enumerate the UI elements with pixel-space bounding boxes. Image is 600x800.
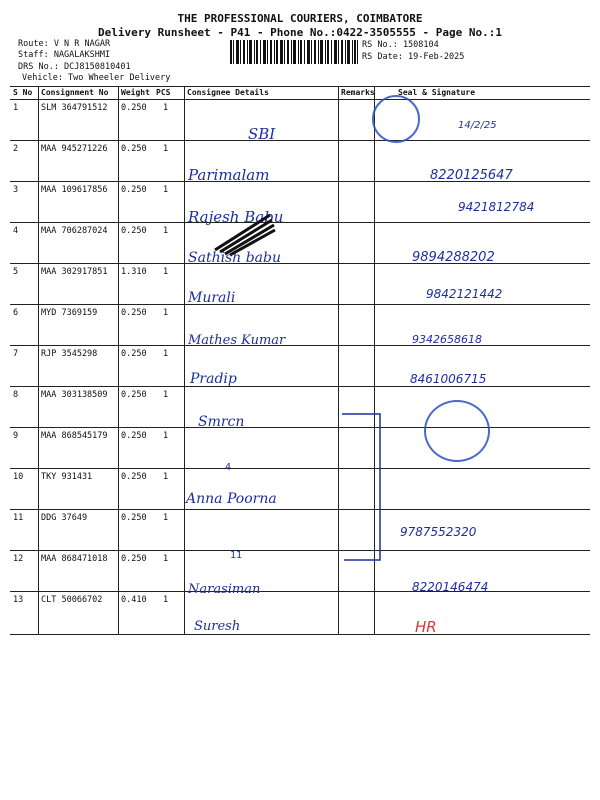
rs-date: RS Date: 19-Feb-2025: [362, 52, 465, 62]
row-pcs: 1: [163, 554, 169, 564]
consignee-handwritten: Rajesh Babu: [188, 208, 284, 226]
runsheet-subtitle: Delivery Runsheet - P41 - Phone No.:0422-3505555 - Page No.:1: [98, 26, 502, 39]
row-sno: 10: [13, 472, 24, 482]
header-consignment: Consignment No: [41, 88, 109, 97]
row-pcs: 1: [163, 595, 169, 605]
row-sno: 4: [13, 226, 19, 236]
row-weight: 1.310: [121, 267, 147, 277]
table-row: [10, 468, 590, 510]
scribble-mark: [210, 210, 280, 260]
table-row: [10, 386, 590, 428]
header-seal: Seal & Signature: [398, 88, 476, 97]
route-label: Route: V N R NAGAR: [18, 39, 111, 49]
row-consignment: MYD 7369159: [41, 308, 98, 318]
row-pcs: 1: [163, 390, 169, 400]
signature-entry: 9787552320: [400, 525, 477, 539]
row-weight: 0.250: [121, 308, 147, 318]
bracket-mark: [340, 412, 396, 562]
row-weight: 0.250: [121, 390, 147, 400]
staff-label: Staff: NAGALAKSHMI: [18, 50, 111, 60]
row-weight: 0.250: [121, 185, 147, 195]
signature-entry: 8461006715: [410, 372, 487, 386]
row-consignment: DDG 37649: [41, 513, 88, 523]
header-weight: Weight: [121, 88, 150, 97]
svg-text:11: 11: [230, 550, 243, 561]
consignee-handwritten: SBI: [248, 125, 276, 143]
signature-entry: 14/2/25: [458, 120, 497, 131]
row-consignment: MAA 303138509: [41, 390, 108, 400]
row-pcs: 1: [163, 349, 169, 359]
row-consignment: MAA 706287024: [41, 226, 108, 236]
header-sno: S No: [13, 88, 33, 97]
rs-number: RS No.: 1508104: [362, 40, 439, 50]
row-sno: 13: [13, 595, 24, 605]
row-pcs: 1: [163, 472, 169, 482]
row-sno: 1: [13, 103, 19, 113]
table-row: [10, 263, 590, 305]
row-weight: 0.250: [121, 472, 147, 482]
consignee-handwritten: Suresh: [194, 619, 241, 634]
consignee-handwritten: Anna Poorna: [186, 491, 277, 507]
company-title: THE PROFESSIONAL COURIERS, COIMBATORE: [177, 12, 423, 25]
barcode-image: [230, 40, 358, 64]
consignee-handwritten: Narasiman: [188, 582, 261, 597]
row-sno: 9: [13, 431, 19, 441]
row-sno: 2: [13, 144, 19, 154]
seal-stamp: [424, 400, 490, 462]
row-consignment: TKY 931431: [41, 472, 93, 482]
row-weight: 0.250: [121, 554, 147, 564]
consignee-handwritten: Smrcn: [198, 414, 245, 430]
table-row: [10, 222, 590, 264]
table-row: [10, 304, 590, 346]
table-row: [10, 99, 590, 141]
row-weight: 0.250: [121, 431, 147, 441]
row-sno: 12: [13, 554, 24, 564]
row-consignment: RJP 3545298: [41, 349, 98, 359]
header-remarks: Remarks: [341, 88, 375, 97]
row-pcs: 1: [163, 226, 169, 236]
row-consignment: MAA 302917851: [41, 267, 108, 277]
row-consignment: CLT 50066702: [41, 595, 103, 605]
table-row: [10, 591, 590, 633]
row-sno: 8: [13, 390, 19, 400]
table-header: [10, 87, 590, 99]
consignee-handwritten: Sathish babu: [188, 250, 281, 266]
row-pcs: 1: [163, 513, 169, 523]
header-pcs: PCS: [156, 88, 171, 97]
row-weight: 0.250: [121, 144, 147, 154]
table-row: [10, 427, 590, 469]
row-sno: 6: [13, 308, 19, 318]
vehicle-label: Vehicle: Two Wheeler Delivery: [22, 73, 171, 83]
row-sno: 3: [13, 185, 19, 195]
row-consignment: MAA 945271226: [41, 144, 108, 154]
signature-entry: 9894288202: [412, 250, 495, 265]
row-pcs: 1: [163, 308, 169, 318]
row-weight: 0.410: [121, 595, 147, 605]
seal-stamp: [372, 95, 420, 143]
row-weight: 0.250: [121, 103, 147, 113]
consignee-handwritten: Parimalam: [188, 166, 270, 184]
signature-entry: 8220125647: [430, 168, 513, 183]
row-pcs: 1: [163, 267, 169, 277]
row-consignment: SLM 364791512: [41, 103, 108, 113]
header-consignee: Consignee Details: [187, 88, 269, 97]
table-row: [10, 509, 590, 551]
consignee-handwritten: Mathes Kumar: [188, 333, 286, 348]
row-consignment: MAA 868471018: [41, 554, 108, 564]
row-weight: 0.250: [121, 226, 147, 236]
row-pcs: 1: [163, 103, 169, 113]
svg-text:4: 4: [225, 462, 232, 473]
row-sno: 11: [13, 513, 24, 523]
consignee-handwritten: Murali: [188, 290, 236, 306]
row-weight: 0.250: [121, 349, 147, 359]
row-consignment: MAA 109617856: [41, 185, 108, 195]
row-weight: 0.250: [121, 513, 147, 523]
row-pcs: 1: [163, 144, 169, 154]
signature-entry: HR: [415, 618, 437, 636]
table-row: [10, 550, 590, 592]
signature-entry: 9342658618: [412, 333, 482, 346]
signature-entry: 9842121442: [426, 287, 503, 301]
row-pcs: 1: [163, 185, 169, 195]
signature-entry: 8220146474: [412, 580, 489, 594]
row-sno: 7: [13, 349, 19, 359]
consignee-handwritten: Pradip: [190, 371, 237, 387]
row-pcs: 1: [163, 431, 169, 441]
ditto-marks: [180, 450, 300, 570]
row-sno: 5: [13, 267, 19, 277]
signature-entry: 9421812784: [458, 200, 535, 214]
row-consignment: MAA 868545179: [41, 431, 108, 441]
drs-number: DRS No.: DCJ8150810401: [18, 62, 131, 72]
table-row: [10, 345, 590, 387]
